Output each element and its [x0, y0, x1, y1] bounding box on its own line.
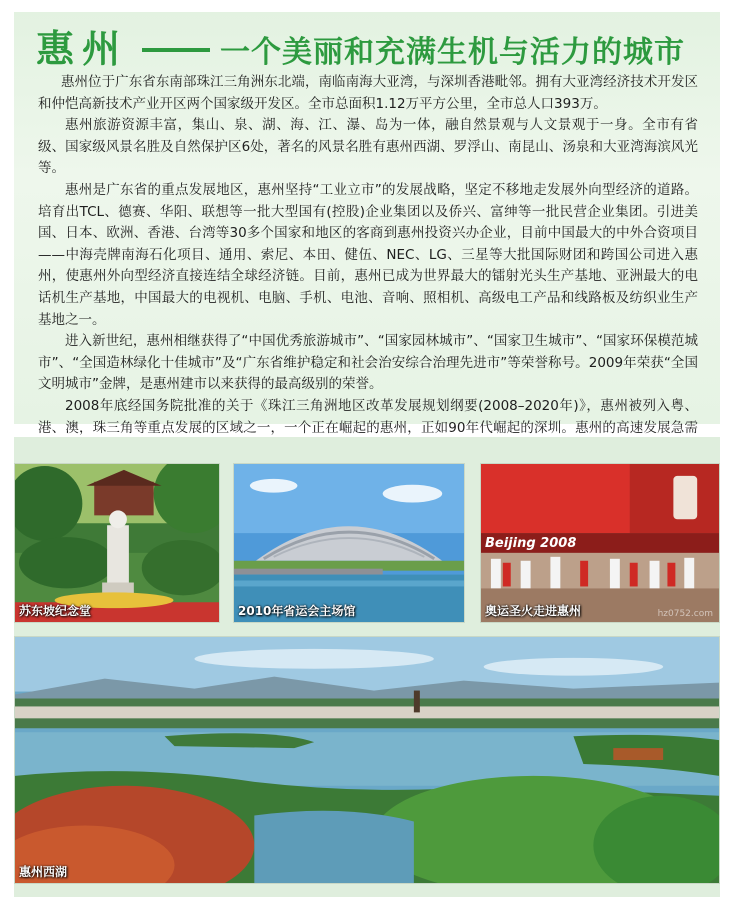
west-lake-caption: 惠州西湖 [19, 865, 68, 879]
city-slogan: 一个美丽和充满生机与活力的城市 [220, 35, 686, 70]
torch-banner: Beijing 2008 [485, 536, 577, 551]
title-dash [142, 48, 210, 52]
stadium-caption: 2010年省运会主场馆 [238, 604, 356, 618]
paragraph-location: 惠州位于广东省东南部珠江三角洲东北端，南临南海大亚湾，与深圳香港毗邻。拥有大亚湾经济技术开发区和仲恺高新技术产业开区两个国家级开发区。全市总面积1.12万平方公里，全市总人口393万。 [38, 74, 698, 112]
stadium-image [234, 464, 464, 622]
paragraph-tourism: 惠州旅游资源丰富，集山、泉、湖、海、江、瀑、岛为一体，融自然景观与人文景观于一身。全市有省级、国家级风景名胜及自然保护区6处，著名的风景名胜有惠州西湖、罗浮山、南昆山、汤泉和大亚湾海滨风光等。 [38, 117, 698, 177]
stadium-photo [233, 463, 465, 623]
statue-photo [14, 463, 220, 623]
torch-relay-caption: 奥运圣火走进惠州 [485, 604, 582, 618]
west-lake-photo [14, 636, 720, 884]
statue-caption: 苏东坡纪念堂 [19, 604, 92, 618]
paragraph-development: 2008年底经国务院批准的关于《珠江三角洲地区改革发展规划纲要(2008–2020年)》，惠州被列入粤、港、澳，珠三角等重点发展的区域之一，一个正在崛起的惠州，正如90年代崛起的深圳。惠州的高速发展急需 [38, 397, 698, 436]
paragraph-honors: 进入新世纪，惠州相继获得了“中国优秀旅游城市”、“国家园林城市”、“国家卫生城市”、“国家环保模范城市”、“全国造林绿化十佳城市”及“广东省维护稳定和社会治安综合治理先进市”等荣誉称号。2009年荣获“全国文明城市”金牌，是惠州建市以来获得的最高级别的荣誉。 [38, 333, 698, 393]
intro-text [38, 72, 698, 482]
page-title [36, 18, 686, 71]
west-lake-image [15, 637, 719, 883]
torch-watermark: hz0752.com [657, 609, 713, 619]
torch-relay-photo [480, 463, 720, 623]
city-name: 惠州 [36, 27, 129, 71]
paragraph-industry: 惠州是广东省的重点发展地区，惠州坚持“工业立市”的发展战略，坚定不移地走发展外向型经济的道路。培育出TCL、德赛、华阳、联想等一批大型国有(控股)企业集团以及侨兴、富绅等一批民营企业集团。引进美国、日本、欧洲、香港、台湾等30多个国家和地区的客商到惠州投资兴办企业，目前中国最大的中外合资项目——中海壳牌南海石化项目、通用、索尼、本田、健伍、NEC、LG、三星等大批国际财团和跨国公司进入惠州，使惠州外向型经济直接连结全球经济链。目前，惠州已成为世界最大的镭射光头生产基地、亚洲最大的电话机生产基地，中国最大的电视机、电脑、手机、电池、音响、照相机、高级电工产品和线路板及纺织业生产基地之一。 [38, 181, 698, 328]
statue-image [15, 464, 219, 622]
